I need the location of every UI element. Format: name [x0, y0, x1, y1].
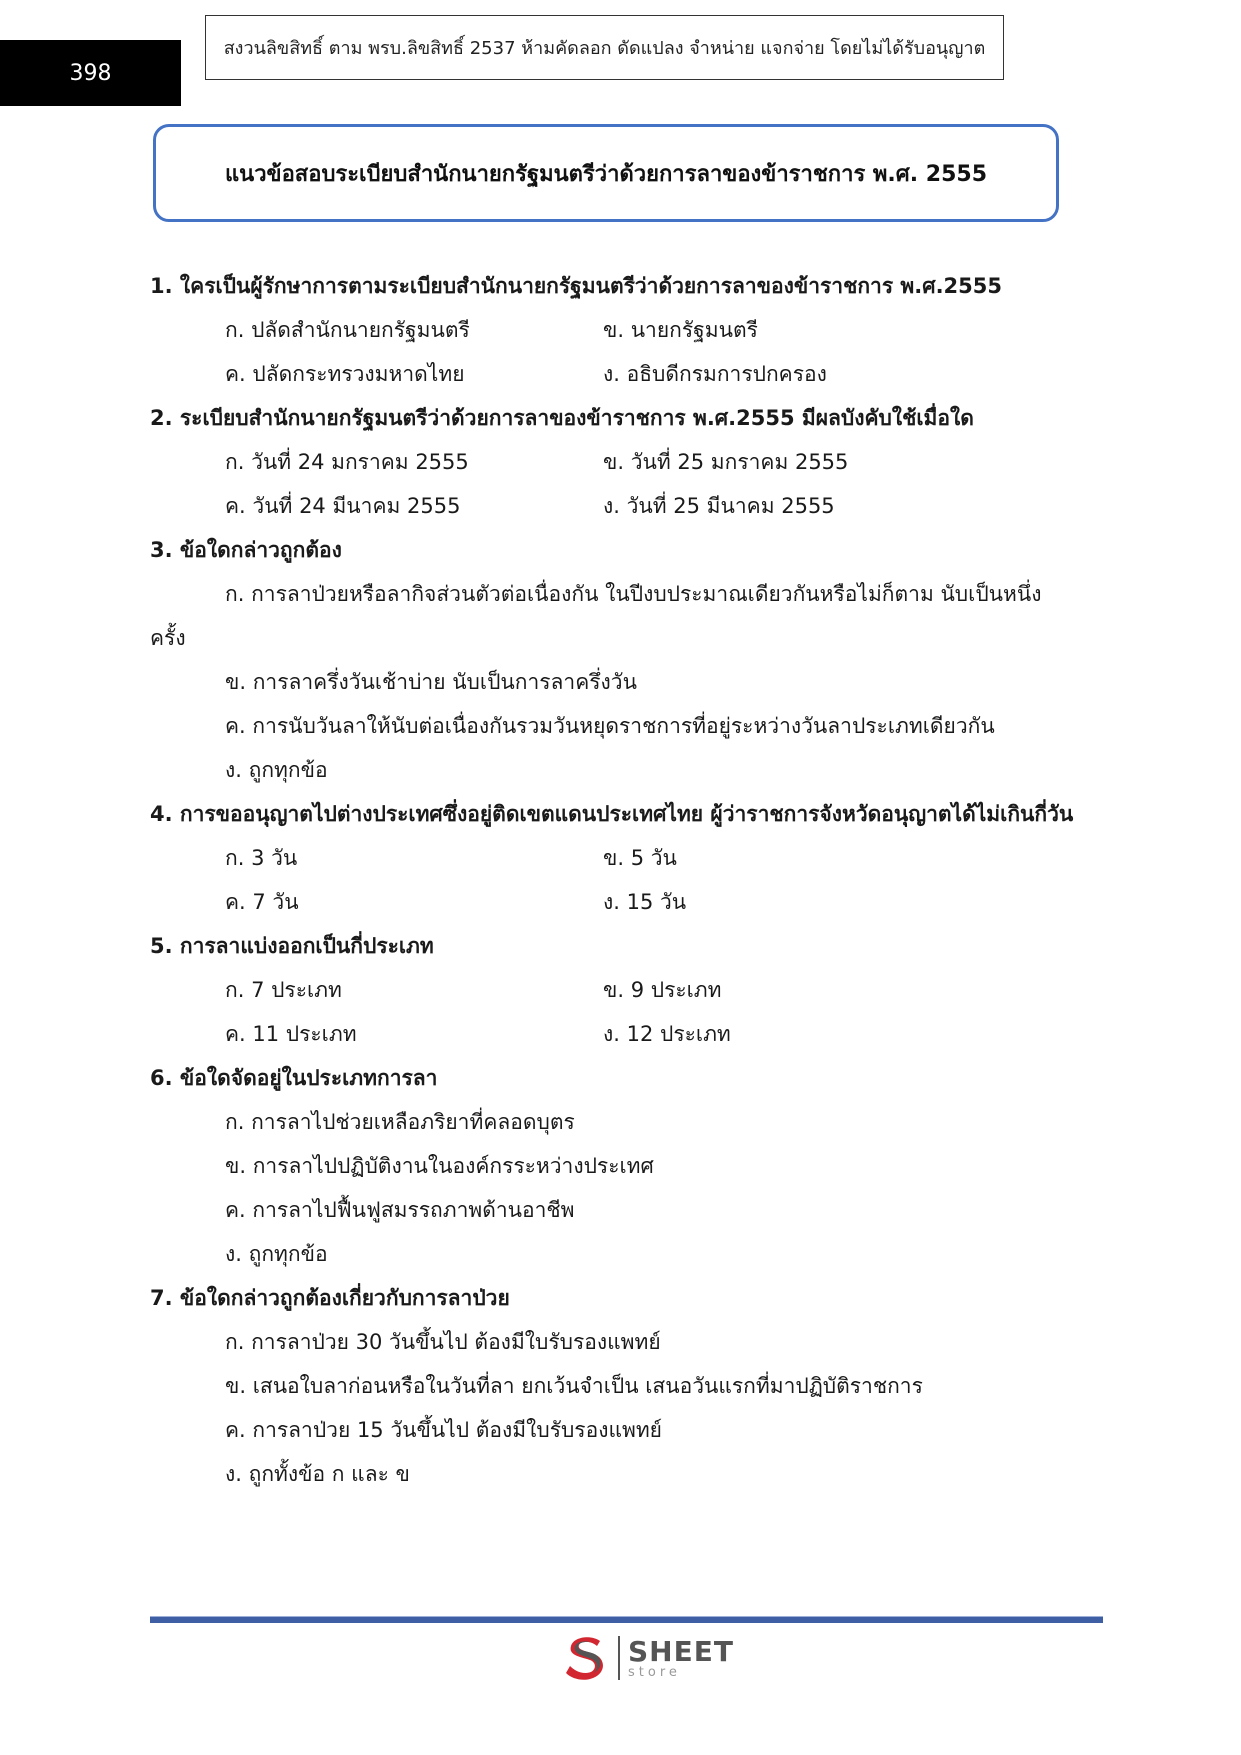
option-b: ข. นายกรัฐมนตรี: [603, 318, 758, 342]
page-number: 398: [0, 40, 181, 106]
option-b: ข. การลาครึ่งวันเช้าบ่าย นับเป็นการลาครึ่งวัน: [225, 670, 637, 694]
logo-text: [628, 1634, 734, 1680]
question-5: 5. การลาแบ่งออกเป็นกี่ประเภท: [150, 934, 434, 958]
option-d: ง. ถูกทุกข้อ: [225, 1242, 328, 1266]
option-a: ก. การลาไปช่วยเหลือภริยาที่คลอดบุตร: [225, 1110, 575, 1134]
option-b: ข. วันที่ 25 มกราคม 2555: [603, 450, 849, 474]
option-c: ค. การลาไปฟื้นฟูสมรรถภาพด้านอาชีพ: [225, 1198, 575, 1222]
option-a: ก. การลาป่วย 30 วันขึ้นไป ต้องมีใบรับรองแพทย์: [225, 1330, 661, 1354]
option-a: ก. การลาป่วยหรือลากิจส่วนตัวต่อเนื่องกัน ในปีงบประมาณเดียวกันหรือไม่ก็ตาม นับเป็นหนึ่งครั้ง: [150, 582, 1042, 650]
options-row: [150, 1012, 1070, 1056]
options-row: [150, 968, 1070, 1012]
option-c: ค. ปลัดกระทรวงมหาดไทย: [225, 362, 465, 386]
copyright-notice: [205, 15, 1004, 80]
options-row: [150, 836, 1070, 880]
question-list: [150, 264, 1074, 1496]
option-d: ง. ถูกทุกข้อ: [225, 758, 328, 782]
question-4: 4. การขออนุญาตไปต่างประเทศซึ่งอยู่ติดเขตแดนประเทศไทย ผู้ว่าราชการจังหวัดอนุญาตได้ไม่เกินกี่วัน: [150, 802, 1074, 826]
option-a: ก. 3 วัน: [225, 846, 298, 870]
logo-divider: [618, 1636, 620, 1680]
logo-name: SHEET: [628, 1634, 734, 1668]
options-row: [150, 484, 1070, 528]
option-c: ค. วันที่ 24 มีนาคม 2555: [225, 494, 461, 518]
question-3: 3. ข้อใดกล่าวถูกต้อง: [150, 538, 342, 562]
options-row: [150, 880, 1070, 924]
option-b: ข. การลาไปปฏิบัติงานในองค์กรระหว่างประเทศ: [225, 1154, 654, 1178]
option-d: ง. วันที่ 25 มีนาคม 2555: [603, 494, 835, 518]
question-2: 2. ระเบียบสำนักนายกรัฐมนตรีว่าด้วยการลาของข้าราชการ พ.ศ.2555 มีผลบังคับใช้เมื่อใด: [150, 406, 974, 430]
question-6: 6. ข้อใดจัดอยู่ในประเภทการลา: [150, 1066, 438, 1090]
title-box: [153, 124, 1059, 222]
option-a: ก. ปลัดสำนักนายกรัฐมนตรี: [225, 318, 470, 342]
option-c: ค. 11 ประเภท: [225, 1022, 357, 1046]
option-a: ก. 7 ประเภท: [225, 978, 342, 1002]
option-b: ข. 9 ประเภท: [603, 978, 722, 1002]
option-a: ก. วันที่ 24 มกราคม 2555: [225, 450, 469, 474]
logo-subtitle: store: [628, 1664, 681, 1680]
question-1: 1. ใครเป็นผู้รักษาการตามระเบียบสำนักนายกรัฐมนตรีว่าด้วยการลาของข้าราชการ พ.ศ.2555: [150, 274, 1002, 298]
option-d: ง. ถูกทั้งข้อ ก และ ข: [225, 1462, 410, 1486]
copyright-text: สงวนลิขสิทธิ์ ตาม พรบ.ลิขสิทธิ์ 2537 ห้ามคัดลอก ดัดแปลง จำหน่าย แจกจ่าย โดยไม่ได้รับอนุญาต: [223, 38, 986, 59]
option-c: ค. การนับวันลาให้นับต่อเนื่องกันรวมวันหยุดราชการที่อยู่ระหว่างวันลาประเภทเดียวกัน: [225, 714, 995, 738]
option-b: ข. เสนอใบลาก่อนหรือในวันที่ลา ยกเว้นจำเป็น เสนอวันแรกที่มาปฏิบัติราชการ: [225, 1374, 923, 1398]
option-c: ค. 7 วัน: [225, 890, 299, 914]
options-row: [150, 440, 1070, 484]
question-7: 7. ข้อใดกล่าวถูกต้องเกี่ยวกับการลาป่วย: [150, 1286, 510, 1310]
page-title: แนวข้อสอบระเบียบสำนักนายกรัฐมนตรีว่าด้วยการลาของข้าราชการ พ.ศ. 2555: [224, 161, 988, 187]
option-b: ข. 5 วัน: [603, 846, 677, 870]
options-row: [150, 352, 1070, 396]
option-d: ง. 15 วัน: [603, 890, 687, 914]
option-d: ง. 12 ประเภท: [603, 1022, 731, 1046]
option-c: ค. การลาป่วย 15 วันขึ้นไป ต้องมีใบรับรองแพทย์: [225, 1418, 662, 1442]
sheet-store-logo: [562, 1633, 734, 1683]
option-d: ง. อธิบดีกรมการปกครอง: [603, 362, 827, 386]
logo-s-icon: [562, 1633, 610, 1683]
footer-divider: [150, 1616, 1103, 1623]
options-row: [150, 308, 1070, 352]
